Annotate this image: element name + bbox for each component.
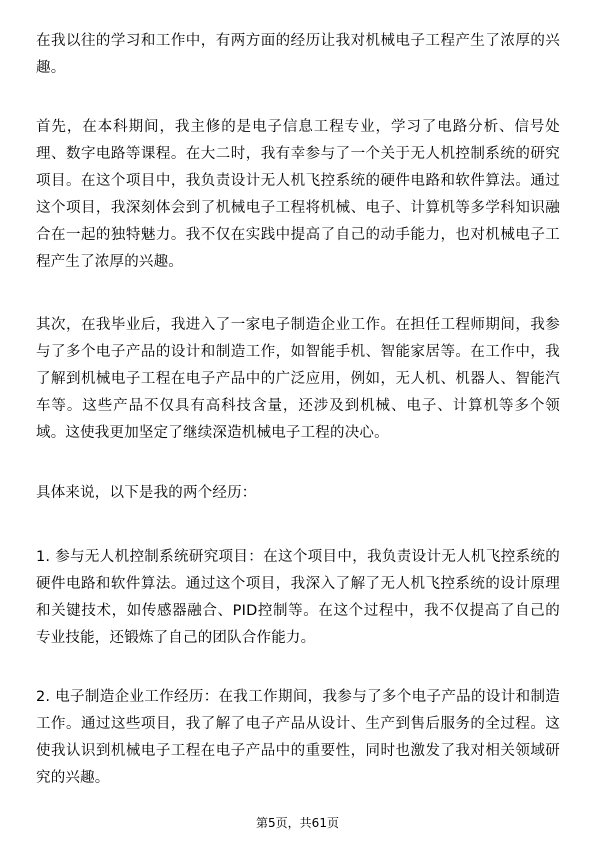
paragraph-item-2: 2. 电子制造企业工作经历：在我工作期间，我参与了多个电子产品的设计和制造工作。通过这些项目，我了解了电子产品从设计、生产到售后服务的全过程。这使我认识到机械电子工程在电子产品中的重要性，同时也激发了我对相关领域研究的兴趣。 [36, 689, 560, 786]
paragraph-item-1: 1. 参与无人机控制系统研究项目：在这个项目中，我负责设计无人机飞控系统的硬件电路和软件算法。通过这个项目，我深入了解了无人机飞控系统的设计原理和关键技术，如传感器融合、PID控制等。在这个过程中，我不仅提高了自己的专业技能，还锻炼了自己的团队合作能力。 [36, 549, 560, 646]
paragraph-second-experience: 其次，在我毕业后，我进入了一家电子制造企业工作。在担任工程师期间，我参与了多个电子产品的设计和制造工作，如智能手机、智能家居等。在工作中，我了解到机械电子工程在电子产品中的广泛应用，例如，无人机、机器人、智能汽车等。这些产品不仅具有高科技含量，还涉及到机械、电子、计算机等多个领域。这使我更加坚定了继续深造机械电子工程的决心。 [36, 317, 560, 441]
paragraph-first-experience: 首先，在本科期间，我主修的是电子信息工程专业，学习了电路分析、信号处理、数字电路等课程。在大二时，我有幸参与了一个关于无人机控制系统的研究项目。在这个项目中，我负责设计无人机飞控系统的硬件电路和软件算法。通过这个项目，我深刻体会到了机械电子工程将机械、电子、计算机等多学科知识融合在一起的独特魅力。我不仅在实践中提高了自己的动手能力，也对机械电子工程产生了浓厚的兴趣。 [36, 119, 560, 270]
paragraph-summary-lead: 具体来说，以下是我的两个经历： [36, 485, 257, 501]
page-number: 第5页，共61页 [256, 816, 339, 830]
paragraph-intro: 在我以往的学习和工作中，有两方面的经历让我对机械电子工程产生了浓厚的兴趣。 [36, 33, 560, 76]
